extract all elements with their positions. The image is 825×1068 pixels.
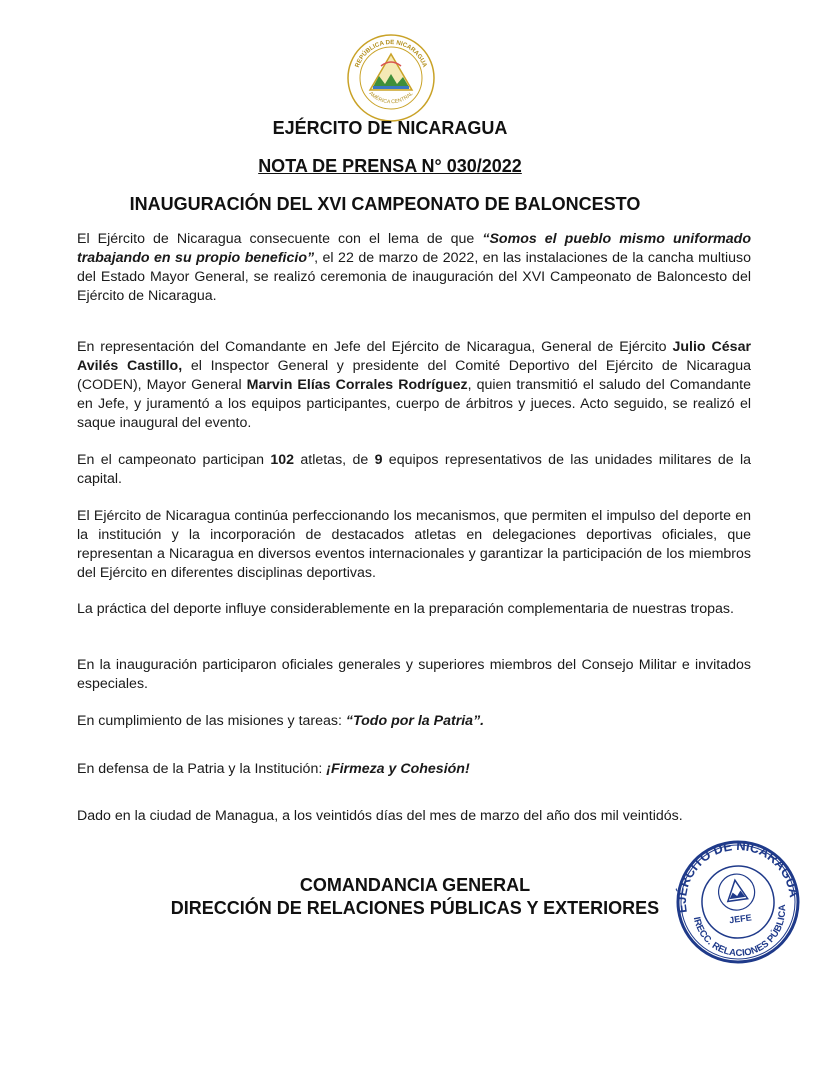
text-span: , el 22 de marzo de 2022, en las instalaciones de la cancha multiuso del Estado Mayor General, se realizó ceremonia de inauguración del XVI Campeonato de Baloncesto del Ejército de Nicaragua. <box>77 250 751 304</box>
person-name: Julio César Avilés Castillo, <box>77 339 751 374</box>
paragraph-missions-motto <box>77 712 751 731</box>
paragraph-representation <box>77 338 751 433</box>
motto-quote: “Somos el pueblo mismo uniformado trabajando en su propio beneficio” <box>77 231 751 266</box>
text-span: En defensa de la Patria y la Institución: <box>77 761 327 777</box>
organization-heading: EJÉRCITO DE NICARAGUA <box>272 118 508 138</box>
team-count: 9 <box>374 452 383 468</box>
document-title: INAUGURACIÓN DEL XVI CAMPEONATO DE BALONCESTO <box>129 194 641 214</box>
text-span: equipos representativos de las unidades militares de la capital. <box>77 452 752 487</box>
text-span: El Ejército de Nicaragua consecuente con el lema de que <box>77 231 483 247</box>
motto-text: ¡Firmeza y Cohesión! <box>326 761 470 777</box>
motto-text: “Todo por la Patria”. <box>345 713 485 729</box>
nicaragua-coat-of-arms-icon <box>345 32 437 124</box>
paragraph-date-place: Dado en la ciudad de Managua, a los veintidós días del mes de marzo del año dos mil veintidós. <box>77 808 683 824</box>
person-name: Marvin Elías Corrales Rodríguez <box>246 377 468 393</box>
seal-top-text: EJÉRCITO DE NICARAGUA <box>673 838 802 914</box>
signature-line-directorate: DIRECCIÓN DE RELACIONES PÚBLICAS Y EXTERIORES <box>170 898 660 918</box>
paragraph-inauguration <box>77 230 751 306</box>
text-span: En el campeonato participan <box>77 452 271 468</box>
signature-line-command: COMANDANCIA GENERAL <box>299 875 531 895</box>
paragraph-participants <box>77 451 751 489</box>
paragraph-sports-development: El Ejército de Nicaragua continúa perfeccionando los mecanismos, que permiten el impulso del deporte en la institución y la incorporación de destacados atletas en delegaciones deportivas oficiales, que representan a Nicaragua en diversos eventos internacionales y garantizar la participación de los miembros del Ejército en diferentes disciplinas deportivas. <box>77 508 751 581</box>
seal-center-label: JEFE <box>728 912 753 926</box>
text-span: el Inspector General y presidente del Comité Deportivo del Ejército de Nicaragua (CODEN), Mayor General <box>77 358 751 393</box>
seal-bottom-text: DIRECC. RELACIONES PÚBLICAS <box>690 904 789 959</box>
official-seal-stamp-icon <box>666 838 810 966</box>
svg-text:AMÉRICA CENTRAL <box>368 91 415 106</box>
paragraph-defense-motto <box>77 760 751 779</box>
athlete-count: 102 <box>270 452 295 468</box>
text-span: En cumplimiento de las misiones y tareas: <box>77 713 346 729</box>
text-span: , quien transmitió el saludo del Comandante en Jefe, y juramentó a los equipos participantes, cuerpo de árbitros y jueces. Acto seguido, se realizó el saque inaugural del evento. <box>77 377 752 431</box>
text-span: atletas, de <box>294 452 375 468</box>
crest-ring-bottom: AMÉRICA CENTRAL <box>367 90 415 106</box>
paragraph-sports-practice: La práctica del deporte influye considerablemente en la preparación complementaria de nuestras tropas. <box>77 601 734 617</box>
paragraph-attendees: En la inauguración participaron oficiales generales y superiores miembros del Consejo Militar e invitados especiales. <box>77 657 751 692</box>
press-note-number: NOTA DE PRENSA N° 030/2022 <box>258 156 522 176</box>
crest-ring-text: REPÚBLICA DE NICARAGUA <box>353 38 429 69</box>
svg-text:EJÉRCITO DE NICARAGUA <box>666 838 802 915</box>
text-span: En representación del Comandante en Jefe del Ejército de Nicaragua, General de Ejército <box>77 339 673 355</box>
